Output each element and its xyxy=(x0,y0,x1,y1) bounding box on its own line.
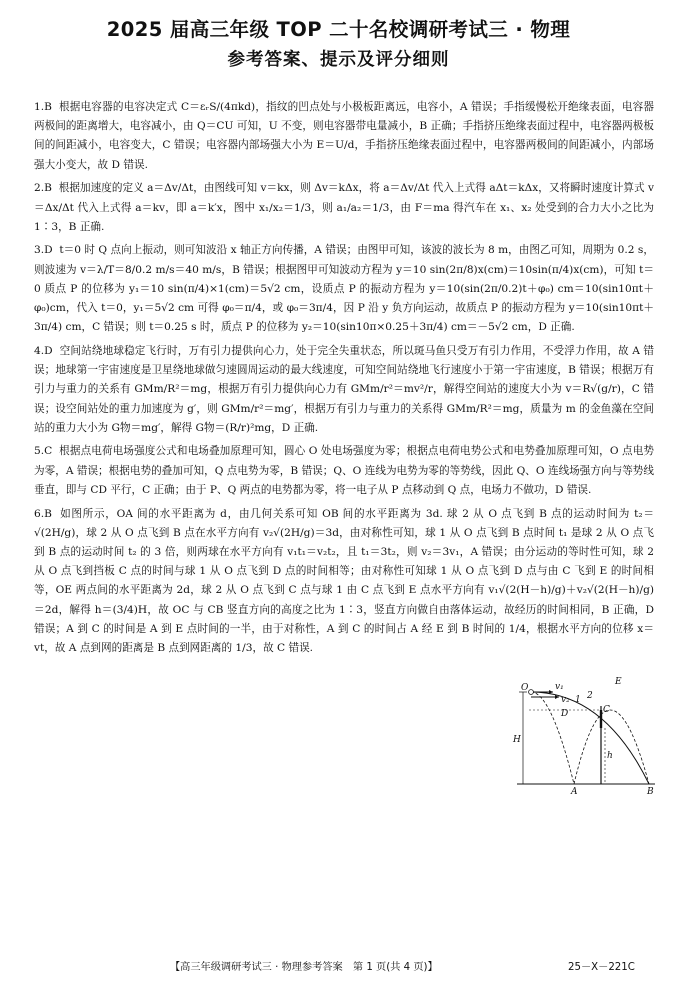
answer-explanation: 根据电容器的电容决定式 C＝εᵣS/(4πkd)，指纹的凹点处与小极板距离远，电容小，A 错误；手指缓慢松开绝缘表面，电容器两极间的距离增大，电容减小，由 Q＝CU 可知，U 不变，则电容器带电量减小，B 正确；手指挤压绝缘表面过程中，电容器两极板间的间距减小，电容变大，C 错误；电容器内部场强大小为 E＝U/d，手指挤压绝缘表面过程中，电容器两极间的间距减小，内部场强大小变大，故 D 错误. xyxy=(34,101,654,171)
projectile-diagram-svg xyxy=(509,676,661,796)
answer-item-1 xyxy=(34,98,654,175)
answer-item-2 xyxy=(34,179,654,237)
answer-letter: B xyxy=(44,101,52,113)
answer-explanation: 如图所示，OA 间的水平距离为 d，由几何关系可知 OB 间的水平距离为 3d. 球 2 从 O 点飞到 B 点的运动时间为 t₂＝√(2H/g)，球 2 从 O 点飞到 B 点在水平方向有 v₂√(2H/g)＝3d，由对称性可知，球 1 从 O 点飞到 B 点时间 t₁ 是球 2 从 O 点飞到 B 点的运动时间 t₂ 的 3 倍，则两球在水平方向有 v₁t₁＝v₂t₂，且 t₁＝3t₂，则 v₂＝3v₁，A 错误；由分运动的等时性可知，球 2 从 O 点飞到挡板 C 点的时间与球 1 从 O 点飞到 D 点的时间相等；由对称性可知球 1 从 O 点飞到 D 点与由 C 飞到 E 的时间相等，OE 两点间的水平距离为 2d，球 2 从 O 点飞到 C 点与球 1 由 C 点飞到 E 点水平方向有 v₁√(2(H－h)/g)＋v₂√(2(H－h)/g)＝2d，解得 h＝(3/4)H，故 OC 与 CB 竖直方向的高度之比为 1∶3，竖直方向做自由落体运动，故经历的时间相同，B 正确，D 错误；A 到 C 的时间是 A 到 E 点时间的一半，由于对称性，A 到 C 的时间占 A 经 E 到 B 时间的 1/4，根据水平方向的位移 x＝vt，故 A 点到网的距离是 B 点到网距离的 1/3，故 C 错误. xyxy=(34,507,654,654)
label-h-small: h xyxy=(607,751,613,761)
footer-page-info: 【高三年级调研考试三 · 物理参考答案 第 1 页(共 4 页)】 xyxy=(170,962,438,973)
question-number: 2. xyxy=(34,182,45,195)
ball xyxy=(529,690,534,695)
label-d: D xyxy=(561,709,569,719)
trajectory-ball-2 xyxy=(531,692,649,784)
label-h-big: H xyxy=(513,735,521,745)
answer-explanation: 根据点电荷电场强度公式和电场叠加原理可知，圆心 O 处电场强度为零；根据点电荷电势公式和电势叠加原理可知，O 点电势为零，A 错误；根据电势的叠加可知，Q 点电势为零，B 错误；Q、O 连线为电势为零的等势线，因此 Q、O 连线场强方向与等势线垂直，即与 CD 平行，C 正确；由于 P、Q 两点的电势都为零，将一电子从 P 点移动到 Q 点，电场力不做功，D 错误. xyxy=(34,445,654,496)
label-v2: v₂ xyxy=(561,695,570,705)
label-c: C xyxy=(603,705,610,715)
page-title: 2025 届高三年级 TOP 二十名校调研考试三 · 物理 xyxy=(106,18,571,41)
label-v1: v₁ xyxy=(555,682,564,692)
question-number: 6. xyxy=(34,507,45,520)
label-one: 1 xyxy=(575,695,581,705)
label-a: A xyxy=(571,787,578,796)
question-number: 1. xyxy=(34,101,45,113)
footer-paper-code: 25－X－221C xyxy=(568,962,635,973)
answer-letter: B xyxy=(44,507,52,520)
projectile-diagram xyxy=(509,676,661,796)
question-number: 3. xyxy=(34,244,45,257)
label-two: 2 xyxy=(587,691,593,701)
answer-letter: C xyxy=(44,445,53,458)
trajectory-ball-1-bounce xyxy=(574,710,649,784)
label-b: B xyxy=(647,787,654,796)
label-e: E xyxy=(615,677,622,687)
question-number: 5. xyxy=(34,445,45,458)
answer-item-6 xyxy=(34,505,654,659)
answer-letter: B xyxy=(44,182,52,195)
answer-item-4 xyxy=(34,342,654,438)
answer-item-5 xyxy=(34,442,654,500)
page-subtitle: 参考答案、提示及评分细则 xyxy=(227,50,450,70)
trajectory-ball-1-first xyxy=(531,692,574,784)
answer-explanation: t＝0 时 Q 点向上振动，则可知波沿 x 轴正方向传播，A 错误；由图甲可知，该波的波长为 8 m，由图乙可知，周期为 0.2 s，则波速为 v＝λ/T＝8/0.2 m/s＝40 m/s，B 错误；根据图甲可知波动方程为 y＝10 sin(2π/8)x(cm)＝10sin(π/4)x(cm)，可知 t＝0 质点 P 的位移为 y₁＝10 sin(π/4)×1(cm)＝5√2 cm，设质点 P 的振动方程为 y＝10(sin(2π/0.2)t＋φ₀) cm＝10(sin10πt＋φ₀)cm，代入 t＝0，y₁＝5√2 cm 可得 φ₀＝π/4，或 φ₀＝3π/4，因 P 沿 y 负方向运动，故质点 P 的振动方程为 y＝10(sin10πt＋3π/4) cm，C 错误；则 t＝0.25 s 时，质点 P 的位移为 y₂＝10(sin10π×0.25＋3π/4) cm＝－5√2 cm，D 正确. xyxy=(34,244,654,334)
answer-item-3 xyxy=(34,241,654,337)
answer-explanation: 根据加速度的定义 a＝Δv/Δt，由图线可知 v＝kx，则 Δv＝kΔx，将 a＝Δv/Δt 代入上式得 aΔt＝kΔx，又将瞬时速度计算式 v＝Δx/Δt 代入上式得 a＝kv，即 a＝k′x，图中 x₁/x₂＝1/3，则 a₁/a₂＝1/3，由 F＝ma 得汽车在 x₁、x₂ 处受到的合力大小之比为 1∶3，B 正确. xyxy=(34,182,654,233)
answer-explanation: 空间站绕地球稳定飞行时，万有引力提供向心力，处于完全失重状态，所以斑马鱼只受万有引力作用，不受浮力作用，故 A 错误；地球第一宇宙速度是卫星绕地球做匀速圆周运动的最大线速度，可知空间站绕地飞行速度小于第一宇宙速度，B 错误；根据万有引力与重力的关系有 GMm/R²＝mg，根据万有引力提供向心力有 GMm/r²＝mv²/r，解得空间站的速度大小为 v＝R√(g/r)，C 错误；设空间站处的重力加速度为 g′，则 GMm/r²＝mg′，根据万有引力与重力的关系得 GMm/R²＝mg，质量为 m 的金鱼藻在空间站的重力大小为 G物＝mg′，解得 G物＝(R/r)²mg，D 正确. xyxy=(34,344,654,434)
answer-letter: D xyxy=(44,244,53,257)
answer-list xyxy=(34,98,654,663)
label-o: O xyxy=(521,683,529,693)
answer-letter: D xyxy=(44,344,53,357)
question-number: 4. xyxy=(34,344,45,357)
